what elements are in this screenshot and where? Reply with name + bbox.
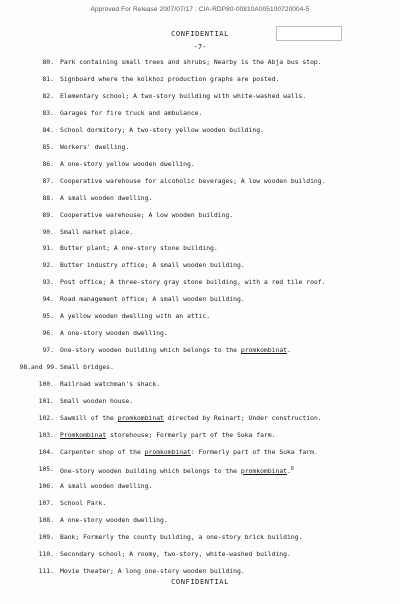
item-number: 87. bbox=[42, 176, 54, 185]
text-run: Road management office; A small wooden building. bbox=[60, 295, 245, 304]
text-run: Cooperative warehouse; A low wooden building. bbox=[60, 210, 234, 219]
text-run: Bank; Formerly the county building, a one-story brick building. bbox=[60, 532, 303, 541]
item-number: 86. bbox=[42, 159, 54, 168]
item-number: 83. bbox=[42, 108, 54, 117]
text-run: Movie theater; A long one-story wooden building. bbox=[60, 566, 245, 575]
item-text bbox=[60, 327, 168, 339]
text-run: Workers' dwelling. bbox=[60, 142, 130, 151]
underlined-term: promkombinat bbox=[117, 413, 164, 422]
item-number: 111. bbox=[38, 566, 54, 575]
item-number: 85. bbox=[42, 142, 54, 151]
item-text bbox=[60, 124, 264, 136]
item-text bbox=[60, 361, 114, 373]
item-number: 94. bbox=[42, 295, 54, 304]
text-run: Garages for fire truck and ambulance. bbox=[60, 108, 203, 117]
item-text bbox=[60, 497, 106, 509]
item-number: 105. bbox=[38, 464, 54, 473]
item-number: 92. bbox=[42, 261, 54, 270]
item-text bbox=[60, 175, 325, 187]
release-line: Approved For Release 2007/07/17 : CIA-RDP80-00810A005100720004-5 bbox=[90, 6, 310, 13]
text-run: Park containing small trees and shrubs; Nearby is the Abja bus stop. bbox=[60, 58, 322, 66]
item-number: 84. bbox=[42, 125, 54, 134]
item-number: 95. bbox=[42, 312, 54, 321]
item-number: 80. bbox=[42, 58, 54, 66]
item-number: 90. bbox=[42, 227, 54, 236]
text-run: Small wooden house. bbox=[60, 397, 134, 405]
underlined-term: promkombinat bbox=[240, 346, 288, 355]
text-run: Sawmill of the bbox=[60, 413, 118, 422]
text-run: . bbox=[287, 346, 291, 355]
item-text bbox=[60, 158, 195, 170]
item-number: 96. bbox=[42, 329, 54, 338]
text-run: School dormitory; A two-story yellow wooden building. bbox=[60, 125, 264, 134]
item-number: 89. bbox=[42, 210, 54, 219]
text-run: One-story wooden building which belongs to the bbox=[60, 466, 241, 475]
item-number: 108. bbox=[38, 515, 54, 524]
item-text bbox=[60, 56, 322, 68]
text-run: A yellow wooden dwelling with an attic. bbox=[60, 312, 211, 321]
classification-header: CONFIDENTIAL bbox=[171, 30, 229, 38]
text-run: Signboard where the kolkhoz production graphs are posted. bbox=[60, 74, 280, 83]
item-text bbox=[60, 463, 294, 477]
item-text bbox=[60, 107, 202, 119]
text-run: Cooperative warehouse for alcoholic beverages; A low wooden building. bbox=[60, 176, 326, 185]
item-number: 107. bbox=[38, 498, 54, 507]
underlined-term: promkombinat bbox=[240, 466, 288, 475]
item-number: 104. bbox=[38, 447, 54, 456]
item-text bbox=[60, 480, 152, 492]
text-run: : Formerly part of the Suka farm. bbox=[190, 447, 318, 456]
item-text bbox=[60, 531, 302, 543]
item-text bbox=[60, 548, 291, 560]
underlined-term: promkombinat bbox=[144, 447, 191, 456]
item-text bbox=[60, 378, 160, 390]
item-number: 110. bbox=[38, 549, 54, 558]
text-run: Butter plant; A one-story stone building. bbox=[60, 244, 218, 253]
item-text bbox=[60, 412, 322, 424]
item-text bbox=[60, 141, 129, 153]
page-number: -7- bbox=[193, 43, 207, 51]
item-text bbox=[60, 565, 245, 577]
item-number: 102. bbox=[38, 413, 54, 422]
text-run: . bbox=[287, 466, 291, 475]
item-text bbox=[60, 514, 168, 526]
text-run: storehouse; Formerly part of the Suka farm. bbox=[106, 430, 276, 439]
item-text bbox=[60, 310, 210, 322]
item-number: 100. bbox=[38, 380, 54, 389]
item-text bbox=[60, 73, 279, 85]
item-text bbox=[60, 209, 233, 221]
item-text bbox=[60, 226, 133, 238]
text-run: Railroad watchman's shack. bbox=[60, 380, 161, 389]
text-run: School Park. bbox=[60, 498, 107, 507]
text-run: Small bridges. bbox=[60, 363, 114, 372]
item-number: 81. bbox=[42, 74, 54, 83]
text-run: Small market place. bbox=[60, 227, 134, 236]
item-text bbox=[60, 90, 306, 102]
footnote-marker: 6 bbox=[290, 465, 294, 472]
item-number: 98.and 99. bbox=[19, 363, 58, 372]
text-run: A one-story yellow wooden dwelling. bbox=[60, 159, 195, 168]
item-text bbox=[60, 395, 133, 407]
text-run: Secondary school; A roomy, two-story, white-washed building. bbox=[60, 549, 291, 558]
item-number: 97. bbox=[42, 346, 54, 355]
item-number: 91. bbox=[42, 244, 54, 253]
text-run: directed by Reinart; Under construction. bbox=[163, 413, 322, 422]
item-number: 93. bbox=[42, 278, 54, 287]
item-number: 103. bbox=[38, 430, 54, 439]
item-text bbox=[60, 293, 245, 305]
item-number: 109. bbox=[38, 532, 54, 541]
item-text bbox=[60, 429, 275, 441]
item-number: 101. bbox=[38, 397, 54, 405]
item-text bbox=[60, 192, 152, 204]
text-run: One-story wooden building which belongs to the bbox=[60, 346, 241, 355]
item-text bbox=[60, 446, 318, 458]
item-text bbox=[60, 242, 218, 254]
item-text bbox=[60, 276, 325, 288]
classification-footer: CONFIDENTIAL bbox=[171, 578, 229, 586]
item-text bbox=[60, 344, 291, 356]
text-run: A small wooden dwelling. bbox=[60, 193, 153, 202]
text-run: A one-story wooden dwelling. bbox=[60, 515, 168, 524]
text-run: Elementary school; A two-story building with white-washed walls. bbox=[60, 91, 307, 100]
item-text bbox=[60, 259, 245, 271]
item-number: 88. bbox=[42, 193, 54, 202]
text-run: A one-story wooden dwelling. bbox=[60, 329, 168, 338]
item-number: 82. bbox=[42, 91, 54, 100]
text-run: Carpenter shop of the bbox=[60, 447, 145, 456]
text-run: Post office; A three-story gray stone building, with a red tile roof. bbox=[60, 278, 326, 287]
underlined-term: Promkombinat bbox=[60, 430, 107, 439]
text-run: A small wooden dwelling. bbox=[60, 481, 153, 490]
item-number: 106. bbox=[38, 481, 54, 490]
text-run: Butter industry office; A small wooden building. bbox=[60, 261, 245, 270]
